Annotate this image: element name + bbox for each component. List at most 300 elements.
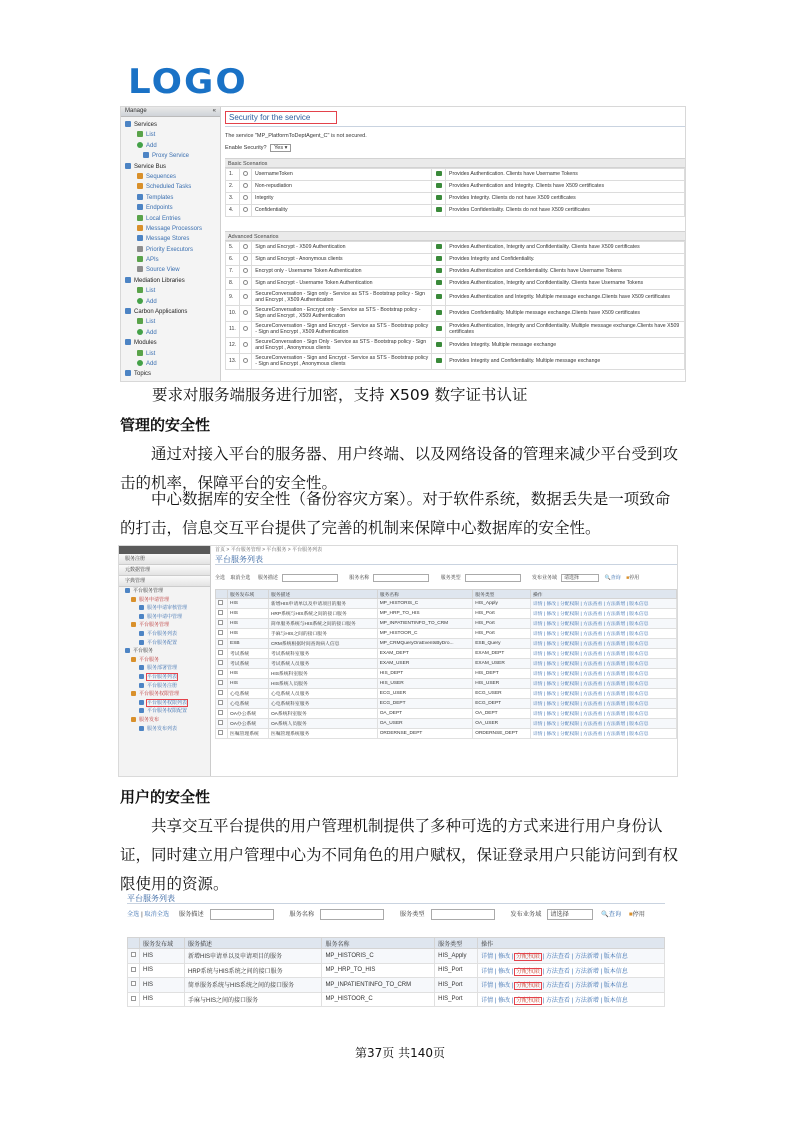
row-checkbox-cell <box>216 649 228 659</box>
cell-operations[interactable] <box>530 689 676 699</box>
menu-item-icon <box>139 631 144 636</box>
sidebar-item-label: List <box>146 132 156 139</box>
row-checkbox[interactable] <box>218 700 223 705</box>
row-checkbox-cell <box>216 709 228 719</box>
sidebar-item-label: Proxy Service <box>152 153 190 160</box>
menu-item-icon <box>139 726 144 731</box>
row-checkbox-cell <box>216 729 228 739</box>
query-bar: 全选 | 取消全选 服务描述 服务名称 服务类型 发布业务域 请选择 🔍查询 ■停用 <box>127 910 645 918</box>
sidebar-item-label: 平台服务权限管理 <box>139 691 180 698</box>
scenario-name: SecureConversation - Sign only - Service as STS - Bootstrap policy - Sign and Encrypt , X509 Authentication <box>252 290 432 306</box>
scenario-radio[interactable] <box>243 310 248 315</box>
op-edit-link[interactable]: 修改 <box>498 968 511 975</box>
scenario-radio[interactable] <box>243 183 248 188</box>
sidebar-item[interactable] <box>121 214 220 224</box>
operation-links[interactable]: 详情 | 修改 | 分配权限 | 方法查看 | 方法新增 | 版本信息 <box>532 712 649 717</box>
sidebar-item[interactable] <box>119 639 210 648</box>
cell-service-type: ECG_DEPT <box>473 699 531 709</box>
sidebar-item-label: List <box>146 319 156 326</box>
scenario-number: 10. <box>226 306 240 322</box>
policy-view-cell <box>432 193 446 205</box>
op-perm-link[interactable]: 分配权限 <box>515 997 540 1004</box>
operation-links[interactable]: 详情 | 修改 | 分配权限 | 方法查看 | 方法新增 | 版本信息 <box>532 652 649 657</box>
cell-service-type: HIS_Port <box>473 619 531 629</box>
policy-icon[interactable] <box>436 310 442 315</box>
scenario-number: 1. <box>226 169 240 181</box>
row-checkbox[interactable] <box>218 670 223 675</box>
cell-description: 考试系统科室服务 <box>268 649 377 659</box>
domain-select[interactable]: 请选择 <box>561 574 599 582</box>
select-all-link[interactable]: 全选 <box>127 911 140 918</box>
mediation-libraries-icon <box>125 277 131 283</box>
scenario-number: 2. <box>226 181 240 193</box>
op-view-link[interactable]: 方法查看 <box>545 997 570 1004</box>
sidebar-item-label: Add <box>146 329 157 336</box>
add-icon <box>137 298 143 304</box>
cell-service-name: MP_HISTORIS_C <box>322 949 435 964</box>
sidebar-item[interactable] <box>121 151 220 161</box>
sidebar-item[interactable] <box>119 707 210 716</box>
row-checkbox[interactable] <box>218 630 223 635</box>
scenario-row <box>226 205 685 217</box>
sidebar-item[interactable] <box>119 621 210 630</box>
scenario-row <box>226 181 685 193</box>
sidebar-item[interactable] <box>121 245 220 255</box>
sidebar-item-label: 平台服务注册 <box>147 682 178 689</box>
sidebar-header-label: Manage <box>125 108 147 114</box>
cell-operations[interactable] <box>530 729 676 739</box>
scenario-name: Sign and Encrypt - X509 Authentication <box>252 242 432 254</box>
scenario-description: Provides Authentication, Integrity and Confidentiality. Clients have Username Tokens <box>446 278 685 290</box>
desc-input[interactable] <box>210 909 274 920</box>
op-detail-link[interactable]: 详情 <box>481 954 494 961</box>
list-icon <box>137 287 143 293</box>
sidebar-item[interactable] <box>121 328 220 338</box>
scenario-radio-cell <box>240 181 252 193</box>
sidebar-item[interactable] <box>121 234 220 244</box>
scenario-radio[interactable] <box>243 171 248 176</box>
sidebar-item-label: Templates <box>146 194 174 201</box>
sidebar-item-label: 服务部署管理 <box>147 665 178 672</box>
cancel-all-link[interactable]: 取消全选 <box>144 911 170 918</box>
cell-operations[interactable] <box>530 659 676 669</box>
scenario-row <box>226 193 685 205</box>
policy-icon[interactable] <box>436 171 442 176</box>
op-detail-link[interactable]: 详情 <box>481 968 494 975</box>
paragraph-db-security: 中心数据库的安全性（备份容灾方案）。对于软件系统，数据丢失是一项致命的打击，信息交互平台提供了完善的机制来保障中心数据库的安全性。 <box>120 490 671 537</box>
table-header-row <box>128 938 665 949</box>
name-input[interactable] <box>320 909 384 920</box>
scenario-row <box>226 254 685 266</box>
op-ver-link[interactable]: 版本信息 <box>603 968 628 975</box>
column-header: 服务描述 <box>185 938 322 949</box>
row-checkbox[interactable] <box>131 967 136 972</box>
sidebar-item[interactable] <box>119 630 210 639</box>
source-view-icon <box>137 266 143 272</box>
op-ver-link[interactable]: 版本信息 <box>603 997 628 1004</box>
security-panel <box>225 109 685 370</box>
op-perm-link[interactable]: 分配权限 <box>515 968 540 975</box>
sidebar-item-label: 平台服务权限配置 <box>147 708 188 715</box>
scenario-number: 4. <box>226 205 240 217</box>
cell-operations[interactable] <box>530 639 676 649</box>
sidebar-item[interactable] <box>121 224 220 234</box>
op-view-link[interactable]: 方法查看 <box>545 983 570 990</box>
search-icon[interactable]: 🔍 <box>601 911 609 918</box>
policy-icon[interactable] <box>436 326 442 331</box>
table-row <box>216 639 677 649</box>
row-checkbox[interactable] <box>218 710 223 715</box>
cell-domain: HIS <box>140 978 185 993</box>
operation-links[interactable]: 详情 | 修改 | 分配权限 | 方法查看 | 方法新增 | 版本信息 <box>532 692 649 697</box>
row-checkbox[interactable] <box>218 610 223 615</box>
basic-scenarios-table <box>225 168 685 217</box>
sidebar-group[interactable]: 服务注册 <box>119 554 210 565</box>
sidebar-item[interactable] <box>121 120 220 130</box>
cell-description: 手麻与HIS之间的接口服务 <box>268 629 377 639</box>
sidebar-item[interactable] <box>119 690 210 699</box>
type-label: 服务类型 <box>399 911 425 918</box>
row-checkbox[interactable] <box>218 690 223 695</box>
policy-icon[interactable] <box>436 244 442 249</box>
sidebar-item[interactable] <box>119 664 210 673</box>
op-add-link[interactable]: 方法新增 <box>574 983 599 990</box>
cell-service-name: OA_DEPT <box>377 709 473 719</box>
sidebar-item[interactable] <box>121 265 220 275</box>
operation-links[interactable]: 详情 | 修改 | 分配权限 | 方法查看 | 方法新增 | 版本信息 <box>532 682 649 687</box>
sidebar-item[interactable] <box>121 338 220 348</box>
sidebar-item[interactable] <box>121 193 220 203</box>
table-row <box>216 599 677 609</box>
scenario-radio-cell <box>240 169 252 181</box>
operation-links[interactable]: 详情 | 修改 | 分配权限 | 方法查看 | 方法新增 | 版本信息 <box>532 702 649 707</box>
policy-view-cell <box>432 322 446 338</box>
cell-operations[interactable]: 详情 | 修改 | 分配权限 | 方法查看 | 方法新增 | 版本信息 <box>478 978 665 993</box>
search-icon[interactable]: 🔍 <box>604 575 611 581</box>
sidebar-group[interactable]: 元数据管理 <box>119 565 210 576</box>
scenario-radio[interactable] <box>243 326 248 331</box>
sidebar-item[interactable] <box>121 286 220 296</box>
operation-links[interactable]: 详情 | 修改 | 分配权限 | 方法查看 | 方法新增 | 版本信息 <box>532 672 649 677</box>
stop-link[interactable]: 停用 <box>632 911 645 918</box>
search-link[interactable]: 查询 <box>610 575 621 581</box>
scenario-radio-cell <box>240 266 252 278</box>
sidebar-item[interactable] <box>119 647 210 656</box>
op-view-link[interactable]: 方法查看 <box>545 968 570 975</box>
op-ver-link[interactable]: 版本信息 <box>603 954 628 961</box>
menu-item-icon <box>131 657 136 662</box>
cell-service-type: HIS_Port <box>473 609 531 619</box>
operation-links[interactable]: 详情 | 修改 | 分配权限 | 方法查看 | 方法新增 | 版本信息 <box>532 732 649 737</box>
sidebar-item[interactable] <box>121 297 220 307</box>
sidebar-item[interactable] <box>121 182 220 192</box>
menu-item-icon <box>139 605 144 610</box>
row-checkbox[interactable] <box>131 996 136 1001</box>
sidebar-group[interactable]: 字典管理 <box>119 576 210 587</box>
scenario-radio[interactable] <box>243 342 248 347</box>
row-checkbox[interactable] <box>218 600 223 605</box>
cell-operations[interactable]: 详情 | 修改 | 分配权限 | 方法查看 | 方法新增 | 版本信息 <box>478 949 665 964</box>
sidebar-item-label: Sequences <box>146 173 177 180</box>
templates-icon <box>137 194 143 200</box>
scenario-description: Provides Authentication and Integrity. Multiple message exchange.Clients have X509 certificates <box>446 290 685 306</box>
sidebar-item[interactable] <box>119 699 210 708</box>
scenario-description: Provides Authentication and Confidentiality. Clients have Username Tokens <box>446 266 685 278</box>
cell-operations[interactable] <box>530 609 676 619</box>
scenario-radio[interactable] <box>243 294 248 299</box>
operation-links[interactable]: 详情 | 修改 | 分配权限 | 方法查看 | 方法新增 | 版本信息 <box>532 612 649 617</box>
priority-executors-icon <box>137 246 143 252</box>
column-header: 服务发布域 <box>228 590 269 599</box>
cell-operations[interactable] <box>530 649 676 659</box>
scenario-radio-cell <box>240 242 252 254</box>
list-icon <box>137 131 143 137</box>
cell-operations[interactable]: 详情 | 修改 | 分配权限 | 方法查看 | 方法新增 | 版本信息 <box>478 963 665 978</box>
cell-operations[interactable] <box>530 679 676 689</box>
scenario-row <box>226 306 685 322</box>
cell-domain: HIS <box>228 619 269 629</box>
sidebar-item[interactable] <box>121 255 220 265</box>
service-table <box>215 589 677 739</box>
sidebar-item[interactable] <box>119 673 210 682</box>
op-add-link[interactable]: 方法新增 <box>574 997 599 1004</box>
sidebar-item-label: 平台服务 <box>133 648 154 655</box>
row-checkbox[interactable] <box>218 640 223 645</box>
operation-links[interactable]: 详情 | 修改 | 分配权限 | 方法查看 | 方法新增 | 版本信息 <box>532 662 649 667</box>
sidebar-item[interactable] <box>121 276 220 286</box>
scenario-radio[interactable] <box>243 280 248 285</box>
cell-service-name: ORDERNSE_DEPT <box>377 729 473 739</box>
row-checkbox[interactable] <box>131 952 136 957</box>
scenario-row <box>226 322 685 338</box>
cell-service-name: OA_USER <box>377 719 473 729</box>
cell-operations[interactable] <box>530 629 676 639</box>
op-edit-link[interactable]: 修改 <box>498 997 511 1004</box>
policy-icon[interactable] <box>436 280 442 285</box>
policy-icon[interactable] <box>436 256 442 261</box>
enable-security-select[interactable]: Yes ▾ <box>270 144 291 152</box>
local-entries-icon <box>137 215 143 221</box>
sidebar-item[interactable] <box>119 604 210 613</box>
policy-view-cell <box>432 181 446 193</box>
scenario-radio[interactable] <box>243 195 248 200</box>
op-view-link[interactable]: 方法查看 <box>545 954 570 961</box>
cell-service-name: MP_HISTOOR_C <box>322 992 435 1007</box>
sidebar-item-label: List <box>146 288 156 295</box>
operation-links[interactable]: 详情 | 修改 | 分配权限 | 方法查看 | 方法新增 | 版本信息 <box>532 642 649 647</box>
sidebar-item[interactable] <box>119 656 210 665</box>
cell-service-type: EXAM_DEPT <box>473 649 531 659</box>
operation-links[interactable]: 详情 | 修改 | 分配权限 | 方法查看 | 方法新增 | 版本信息 <box>532 602 649 607</box>
sidebar-item[interactable] <box>121 369 220 379</box>
select-all-link[interactable]: 全选 <box>215 575 226 581</box>
column-header: 操作 <box>530 590 676 599</box>
row-checkbox[interactable] <box>218 620 223 625</box>
sidebar-item[interactable] <box>121 359 220 369</box>
search-link[interactable]: 查询 <box>608 911 622 918</box>
cell-service-type: HIS_Port <box>435 992 478 1007</box>
type-input[interactable] <box>431 909 495 920</box>
menu-item-icon <box>139 665 144 670</box>
platform-sidebar <box>119 546 211 777</box>
policy-icon[interactable] <box>436 183 442 188</box>
page-title: 平台服务列表 <box>127 893 665 904</box>
carbon-applications-icon <box>125 308 131 314</box>
op-ver-link[interactable]: 版本信息 <box>603 983 628 990</box>
op-edit-link[interactable]: 修改 <box>498 954 511 961</box>
op-perm-link[interactable]: 分配权限 <box>515 954 540 961</box>
cell-operations[interactable] <box>530 699 676 709</box>
cell-description: 简单服务系统与HIS系统之间的接口服务 <box>268 619 377 629</box>
sidebar-item[interactable] <box>119 613 210 622</box>
sidebar-item[interactable] <box>121 203 220 213</box>
service-permission-table <box>127 937 665 1007</box>
type-input[interactable] <box>465 574 521 582</box>
policy-icon[interactable] <box>436 207 442 212</box>
op-detail-link[interactable]: 详情 <box>481 997 494 1004</box>
scenario-number: 13. <box>226 354 240 370</box>
menu-item-icon <box>139 614 144 619</box>
cell-operations[interactable] <box>530 599 676 609</box>
policy-view-cell <box>432 205 446 217</box>
row-checkbox[interactable] <box>218 680 223 685</box>
stop-icon[interactable]: ■ <box>626 575 630 581</box>
scenario-radio[interactable] <box>243 268 248 273</box>
scenario-radio[interactable] <box>243 358 248 363</box>
scenario-name: SecureConversation - Sign Only - Service as STS - Bootstrap policy - Sign and Encrypt , Anonymous clients <box>252 338 432 354</box>
service-list-panel <box>215 546 677 739</box>
policy-icon[interactable] <box>436 195 442 200</box>
desc-input[interactable] <box>282 574 338 582</box>
list-icon <box>137 318 143 324</box>
row-checkbox-cell <box>216 629 228 639</box>
row-checkbox-cell <box>128 978 140 993</box>
scenario-name: Non-repudiation <box>252 181 432 193</box>
row-checkbox[interactable] <box>131 981 136 986</box>
scenario-number: 12. <box>226 338 240 354</box>
sidebar-item[interactable] <box>119 682 210 691</box>
policy-icon[interactable] <box>436 358 442 363</box>
scenario-radio-cell <box>240 254 252 266</box>
cell-service-type: HIS_Port <box>435 963 478 978</box>
stop-icon[interactable]: ■ <box>628 911 633 918</box>
sidebar-item[interactable] <box>121 141 220 151</box>
scenario-description: Provides Integrity and Confidentiality. Multiple message exchange <box>446 354 685 370</box>
modules-icon <box>125 339 131 345</box>
sidebar-item[interactable] <box>119 725 210 734</box>
logo: LOGO <box>128 62 248 102</box>
cell-operations[interactable] <box>530 709 676 719</box>
sidebar-item[interactable] <box>119 596 210 605</box>
cancel-all-link[interactable]: 取消全选 <box>230 575 251 581</box>
cell-operations[interactable] <box>530 719 676 729</box>
sidebar-item-label: 服务申请审核管理 <box>147 605 188 612</box>
operation-links[interactable]: 详情 | 修改 | 分配权限 | 方法查看 | 方法新增 | 版本信息 <box>532 622 649 627</box>
operation-links[interactable]: 详情 | 修改 | 分配权限 | 方法查看 | 方法新增 | 版本信息 <box>532 722 649 727</box>
cell-operations[interactable] <box>530 619 676 629</box>
scenario-description: Provides Authentication. Clients have Username Tokens <box>446 169 685 181</box>
sidebar-item[interactable] <box>121 130 220 140</box>
op-detail-link[interactable]: 详情 <box>481 983 494 990</box>
cell-description: OA系统科室服务 <box>268 709 377 719</box>
op-perm-link[interactable]: 分配权限 <box>515 983 540 990</box>
sidebar-item-label: Local Entries <box>146 215 181 222</box>
sidebar-item[interactable] <box>121 307 220 317</box>
sidebar-item-label: 服务发布列表 <box>147 725 178 732</box>
sidebar-item-label: Source View <box>146 267 180 274</box>
sidebar-item-label: Endpoints <box>146 205 173 212</box>
menu-item-icon <box>139 674 144 679</box>
stop-link[interactable]: 停用 <box>629 575 640 581</box>
collapse-icon[interactable]: « <box>212 108 216 114</box>
caption-x509: 要求对服务端服务进行加密，支持 X509 数字证书认证 <box>152 386 528 404</box>
domain-select[interactable]: 请选择 <box>547 909 593 920</box>
policy-icon[interactable] <box>436 342 442 347</box>
policy-view-cell <box>432 254 446 266</box>
table-row <box>216 649 677 659</box>
operation-links[interactable]: 详情 | 修改 | 分配权限 | 方法查看 | 方法新增 | 版本信息 <box>532 632 649 637</box>
cell-domain: OA办公系统 <box>228 719 269 729</box>
cell-domain: HIS <box>140 963 185 978</box>
row-checkbox[interactable] <box>218 720 223 725</box>
sidebar-item[interactable] <box>121 349 220 359</box>
cell-description: 新增HIS申请单以及申请项目的服务 <box>185 949 322 964</box>
sidebar-item[interactable] <box>121 162 220 172</box>
row-checkbox-cell <box>216 699 228 709</box>
row-checkbox[interactable] <box>218 660 223 665</box>
scenario-radio[interactable] <box>243 244 248 249</box>
row-checkbox[interactable] <box>218 650 223 655</box>
cell-service-name: MP_HISTORIS_C <box>377 599 473 609</box>
sidebar-item[interactable] <box>119 587 210 596</box>
cell-service-name: MP_INPATIENTINFO_TO_CRM <box>322 978 435 993</box>
cell-operations[interactable]: 详情 | 修改 | 分配权限 | 方法查看 | 方法新增 | 版本信息 <box>478 992 665 1007</box>
op-add-link[interactable]: 方法新增 <box>574 968 599 975</box>
row-checkbox-cell <box>216 719 228 729</box>
cell-operations[interactable] <box>530 669 676 679</box>
cell-domain: 心电系统 <box>228 689 269 699</box>
row-checkbox[interactable] <box>218 730 223 735</box>
op-edit-link[interactable]: 修改 <box>498 983 511 990</box>
sidebar-item[interactable] <box>121 172 220 182</box>
endpoints-icon <box>137 204 143 210</box>
scenario-row <box>226 354 685 370</box>
policy-icon[interactable] <box>436 294 442 299</box>
policy-view-cell <box>432 242 446 254</box>
op-add-link[interactable]: 方法新增 <box>574 954 599 961</box>
sidebar-item[interactable] <box>121 317 220 327</box>
scenario-radio[interactable] <box>243 256 248 261</box>
sidebar-item-label: List <box>146 350 156 357</box>
cell-description: HIS系统科室服务 <box>268 669 377 679</box>
security-config-screenshot <box>120 106 686 382</box>
cell-description: 考试系统人员服务 <box>268 659 377 669</box>
sidebar-item-label: Carbon Applications <box>134 309 188 316</box>
table-row <box>216 659 677 669</box>
cell-service-type: ESB_Query <box>473 639 531 649</box>
sidebar-item[interactable] <box>119 716 210 725</box>
services-icon <box>125 121 131 127</box>
policy-icon[interactable] <box>436 268 442 273</box>
scenario-name: Confidentiality <box>252 205 432 217</box>
name-input[interactable] <box>373 574 429 582</box>
scenario-radio-cell <box>240 354 252 370</box>
cell-service-name: HIS_USER <box>377 679 473 689</box>
cell-service-name: MP_INPATIENTINFO_TO_CRM <box>377 619 473 629</box>
scenario-radio[interactable] <box>243 207 248 212</box>
table-header-row <box>216 590 677 599</box>
table-row <box>128 992 665 1007</box>
